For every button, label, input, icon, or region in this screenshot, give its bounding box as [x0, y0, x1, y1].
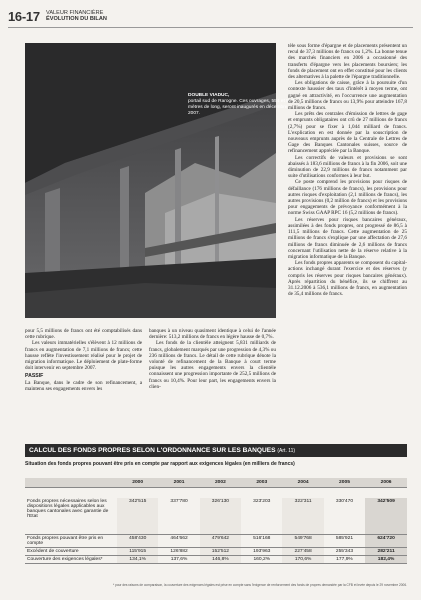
row-label: Excédent de couverture [25, 548, 117, 556]
table-cell: 337'780 [158, 498, 199, 535]
section-line-1: VALEUR FINANCIÈRE [46, 10, 104, 16]
heading-passif: PASSIF [25, 373, 44, 380]
table-cell: 134,1% [117, 556, 158, 564]
table-cell: 322'311 [282, 498, 323, 535]
table-header-blank [25, 478, 117, 488]
caption-text: portail sud de Rarogne. Ces ouvrages, 554 et 817 mètres de long, seront inaugurés en décembre 2007. [188, 99, 295, 116]
paragraph: tèle sous forme d'épargne et de placements présentent un recul de 37,3 millions de francs ou 1,2%. La bonne tenue des marchés financiers en 2006 a occasionné des transferts d'épargne vers les placements boursiers; les fonds de placement ont en effet constitué pour les clients des alternatives à la palette de l'épargne traditionnelle. [288, 43, 407, 81]
caption-title: DOUBLE VIADUC, [188, 93, 230, 98]
paragraph: Les valeurs immatérielles s'élèvent à 12 millions de francs en augmentation de 7,1 millions de francs; cette hausse reflète l'investissement réalisé pour le projet de migration informatique. Le déploiement de plate-forme doit intervenir en septembre 2007. [25, 340, 142, 372]
table-cell: 330'470 [324, 498, 365, 535]
year-header: 2000 [117, 478, 158, 488]
table-cell: 170,6% [282, 556, 323, 564]
year-header: 2002 [200, 478, 241, 488]
year-header: 2006 [365, 478, 407, 488]
viaduct-illustration [25, 43, 276, 318]
viaduct-photo [25, 43, 295, 318]
table-cell: 152'512 [200, 548, 241, 556]
text-column-1 [25, 328, 142, 392]
paragraph: Les réserves pour risques bancaires généraux, assimilées à des fonds propres, ont progressé de 86,5 à 111,5 millions de francs. Cette augmentation de 25 millions de francs s'explique par une affectation de 27,6 millions de francs diminuée de 2,6 millions de francs concernant l'utilisation nette de la réserve relative à la migration informatique de la Banque. [288, 216, 407, 260]
paragraph: Ce poste comprend les provisions pour risques de défaillance (176 millions de francs), les provisions pour autres risques d'exploitation (2,1 millions de francs), les autres provisions (0,2 million de francs) et les provisions pour engagements de prévoyance conformément à la norme Swiss GAAP RPC 16 (5,2 millions de francs). [288, 179, 407, 217]
text-column-3 [288, 43, 407, 297]
year-header: 2004 [282, 478, 323, 488]
table-cell: 227'458 [282, 548, 323, 556]
table-cell: 624'720 [365, 535, 407, 548]
page-header [8, 9, 413, 29]
year-header: 2003 [241, 478, 282, 488]
text-column-2 [149, 328, 276, 390]
table-cell: 177,9% [324, 556, 365, 564]
table-subtitle: Situation des fonds propres pouvant être pris en compte par rapport aux exigences légales (en milliers de francs) [25, 461, 295, 467]
table-row [25, 556, 407, 564]
table-cell: 458'430 [117, 535, 158, 548]
paragraph: La Banque, dans le cadre de son refinancement, a maintenu ses engagements envers les [25, 379, 142, 392]
year-header: 2001 [158, 478, 199, 488]
paragraph: Les correctifs de valeurs et provisions se sont abaissés à 183,6 millions de francs à la fin 2006, soit une diminution de 22,9 millions de francs notamment par suite d'utilisations conformes à leur but. [288, 154, 407, 180]
table-cell: 323'203 [241, 498, 282, 535]
table-cell: 479'642 [200, 535, 241, 548]
table-cell: 342'509 [365, 498, 407, 535]
table-cell: 549'768 [282, 535, 323, 548]
table-title-text: CALCUL DES FONDS PROPRES SELON L'ORDONNANCE SUR LES BANQUES [29, 447, 276, 454]
paragraph: Les prêts des centrales d'émission de lettres de gage et emprunts obligataires ont crû de 27 millions de francs (2,7%) pour se fixer à 1,044 milliard de francs. L'explication en est donnée par la souscription de nouveaux emprunts auprès de la Centrale de Lettres de Gage des Banques Cantonales suisses, source de refinancement appréciée par la Banque. [288, 111, 407, 155]
table-cell: 464'662 [158, 535, 199, 548]
header-rule [8, 27, 413, 28]
table-cell: 193'963 [241, 548, 282, 556]
photo-caption [188, 93, 298, 117]
table-footnote: * pour des raisons de comparaison, la couverture des exigences légales est prise en compte sans l'exigence de renforcement des fonds de propres demandée par la CFB et levée depuis le 29 novembre 2006. [112, 583, 407, 587]
row-label: Fonds propres nécessaires selon les dispositions légales applicables aux banques cantonales avec garantie de l'Etat [25, 498, 117, 535]
table-cell: 516'168 [241, 535, 282, 548]
paragraph: Les fonds de la clientèle atteignent 5,831 milliards de francs, globalement marqués par une progression de 4,3% ou 236 millions de francs. Le détail de cette rubrique dénote la volonté de refinancement de la Banque à court terme puisque les autres engagements envers la clientèle connaissent une progression importante de 252,5 millions de francs ou 10,4%. Pour leur part, les engagements envers la clien- [149, 340, 276, 390]
paragraph: pour 5,5 millions de francs ont été comptabilisés dans cette rubrique. [25, 328, 142, 341]
table-title-ref: (Art. 11) [277, 448, 296, 454]
row-label: Fonds propres pouvant être pris en compte [25, 535, 117, 548]
paragraph: Les fonds propres apparents se composent du capital-actions inchangé durant l'exercice et des réserves (y compris les réserves pour risques bancaires généraux). Après répartition du bénéfice, ils se chiffrent au 31.12.2006 à 536,1 millions de francs, en augmentation de 35,4 millions de francs. [288, 260, 407, 298]
table-cell: 115'915 [117, 548, 158, 556]
table-cell: 137,6% [158, 556, 199, 564]
section-line-2: ÉVOLUTION DU BILAN [46, 16, 107, 23]
table-row [25, 535, 407, 548]
table-cell: 326'130 [200, 498, 241, 535]
table-header-row [25, 478, 407, 488]
table-cell: 282'211 [365, 548, 407, 556]
table-cell: 585'921 [324, 535, 365, 548]
section-title [46, 10, 107, 23]
table-cell: 255'343 [324, 548, 365, 556]
table-cell: 146,8% [200, 556, 241, 564]
page-number: 16-17 [8, 9, 40, 24]
year-header: 2005 [324, 478, 365, 488]
capital-adequacy-table [25, 478, 407, 564]
table-row [25, 548, 407, 556]
table-title [25, 444, 407, 457]
row-label: Couverture des exigences légales* [25, 556, 117, 564]
table-spacer [25, 488, 407, 499]
table-cell: 342'515 [117, 498, 158, 535]
paragraph: Les obligations de caisse, grâce à la poursuite d'un contexte haussier des taux d'intérêt à moyen terme, ont gagné en attractivité, en l'occurrence une augmentation de 20,5 millions de francs ou 13,9% pour atteindre 167,8 millions de francs. [288, 80, 407, 112]
table-cell: 182,4% [365, 556, 407, 564]
table-cell: 160,2% [241, 556, 282, 564]
table-cell: 126'882 [158, 548, 199, 556]
paragraph: banques à un niveau quasiment identique à celui de l'année dernière: 513,2 millions de francs en légère hausse de 0,7%. [149, 328, 276, 341]
table-row [25, 498, 407, 535]
